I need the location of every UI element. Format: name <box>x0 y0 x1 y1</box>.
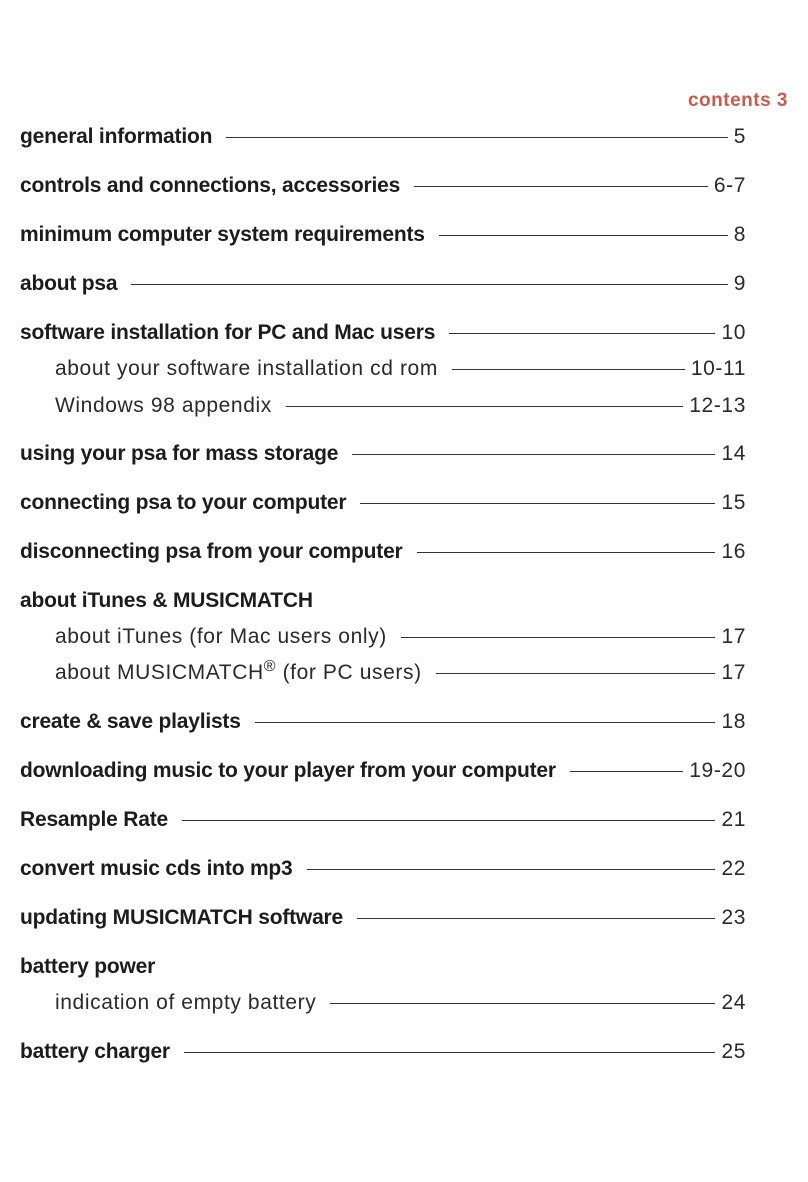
dotted-leader <box>307 869 716 870</box>
toc-entry[interactable] <box>20 537 746 567</box>
toc-entry[interactable] <box>20 439 746 469</box>
dotted-leader <box>414 186 708 187</box>
toc-entry-page: 6-7 <box>713 174 746 197</box>
page-header: contents 3 <box>687 90 788 111</box>
dotted-leader <box>449 333 715 334</box>
toc-subentry[interactable] <box>55 354 746 384</box>
dotted-leader <box>226 137 727 138</box>
toc-entry-title: disconnecting psa from your computer <box>20 540 403 563</box>
toc-entry-title: about psa <box>20 272 118 295</box>
toc-entry-page: 15 <box>721 491 746 514</box>
dotted-leader <box>417 552 716 553</box>
dotted-leader <box>182 820 715 821</box>
registered-mark: ® <box>263 658 277 675</box>
toc-entry-page: 16 <box>721 540 746 563</box>
toc-entry-title: Windows 98 appendix <box>55 394 272 417</box>
dotted-leader <box>255 722 716 723</box>
toc-subentry[interactable] <box>55 622 746 652</box>
toc-entry-page: 22 <box>721 857 746 880</box>
toc-entry-title: connecting psa to your computer <box>20 491 347 514</box>
dotted-leader <box>439 235 728 236</box>
toc-entry-page: 5 <box>733 125 746 148</box>
dotted-leader <box>452 369 685 370</box>
toc-entry-page: 23 <box>721 906 746 929</box>
toc-entry-title: downloading music to your player from your computer <box>20 759 556 782</box>
toc-entry[interactable] <box>20 122 746 152</box>
toc-entry[interactable] <box>20 756 746 786</box>
toc-entry[interactable] <box>20 269 746 299</box>
toc-entry-page: 17 <box>721 625 746 648</box>
toc-entry-title: battery charger <box>20 1040 170 1063</box>
toc-entry-title: software installation for PC and Mac users <box>20 321 436 344</box>
dotted-leader <box>184 1052 716 1053</box>
toc-entry-title <box>55 658 422 688</box>
toc-entry-page: 18 <box>721 710 746 733</box>
toc-entry-title: using your psa for mass storage <box>20 442 339 465</box>
dotted-leader <box>357 918 715 919</box>
toc-entry-title: indication of empty battery <box>55 991 317 1014</box>
toc-entry-page: 10-11 <box>690 357 746 380</box>
toc-entry-title: about iTunes & MUSICMATCH <box>20 589 313 612</box>
toc-section-heading[interactable] <box>20 952 746 982</box>
dotted-leader <box>436 673 716 674</box>
toc-entry-title: create & save playlists <box>20 710 241 733</box>
toc-entry-page: 8 <box>733 223 746 246</box>
toc-entry-title: convert music cds into mp3 <box>20 857 293 880</box>
dotted-leader <box>401 637 716 638</box>
toc-entry[interactable] <box>20 805 746 835</box>
toc-entry-title-post: (for PC users) <box>276 661 422 684</box>
toc-entry-page: 12-13 <box>689 394 746 417</box>
toc-entry-title: about iTunes (for Mac users only) <box>55 625 387 648</box>
toc-entry[interactable] <box>20 1037 746 1067</box>
toc-entry-page: 14 <box>721 442 746 465</box>
dotted-leader <box>352 454 715 455</box>
toc-entry[interactable] <box>20 903 746 933</box>
toc-entry[interactable] <box>20 318 746 348</box>
toc-entry-page: 19-20 <box>689 759 746 782</box>
toc-entry-title: controls and connections, accessories <box>20 174 401 197</box>
toc-entry[interactable] <box>20 171 746 201</box>
toc-entry-title: about your software installation cd rom <box>55 357 438 380</box>
toc-entry-page: 24 <box>721 991 746 1014</box>
dotted-leader <box>570 771 683 772</box>
toc-entry[interactable] <box>20 854 746 884</box>
toc-entry-title: general information <box>20 125 213 148</box>
dotted-leader <box>286 406 683 407</box>
toc-section-heading[interactable] <box>20 586 746 616</box>
toc-entry[interactable] <box>20 488 746 518</box>
toc-entry-page: 17 <box>721 661 746 684</box>
toc-entry-title: updating MUSICMATCH software <box>20 906 343 929</box>
toc-entry[interactable] <box>20 707 746 737</box>
toc-subentry[interactable] <box>55 988 746 1018</box>
toc-entry-title-pre: about MUSICMATCH <box>55 661 264 684</box>
toc-subentry[interactable] <box>55 658 746 688</box>
dotted-leader <box>330 1003 715 1004</box>
toc-entry-page: 9 <box>733 272 746 295</box>
toc-entry-page: 10 <box>721 321 746 344</box>
dotted-leader <box>131 284 727 285</box>
toc-entry-title: battery power <box>20 955 156 978</box>
dotted-leader <box>360 503 715 504</box>
toc-entry-page: 25 <box>721 1040 746 1063</box>
toc-subentry[interactable] <box>55 391 746 421</box>
toc-entry-title: minimum computer system requirements <box>20 223 425 246</box>
toc-entry-page: 21 <box>721 808 746 831</box>
toc-entry-title: Resample Rate <box>20 808 168 831</box>
toc-entry[interactable] <box>20 220 746 250</box>
